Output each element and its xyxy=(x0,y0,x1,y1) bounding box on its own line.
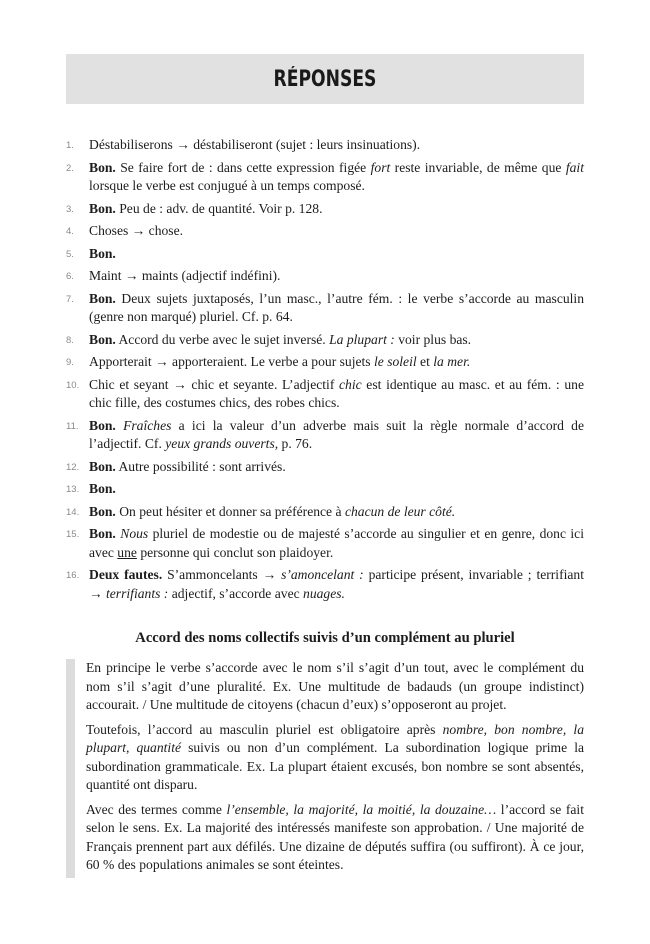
italic-text: Nous xyxy=(120,526,149,541)
answer-number: 13. xyxy=(66,484,80,495)
italic-text: la mer. xyxy=(433,354,471,369)
text-run: Choses → chose. xyxy=(89,223,184,238)
bold-text: Bon. xyxy=(89,458,116,474)
text-run: Peu de : adv. de quantité. Voir p. 128. xyxy=(115,200,323,216)
italic-text: chic xyxy=(339,376,362,392)
text-run: participe présent, invariable ; terrifiant → xyxy=(89,567,584,601)
answer-number: 10. xyxy=(66,379,80,391)
answer-item xyxy=(66,159,584,196)
text-run: Accord du verbe avec le sujet inversé. xyxy=(115,331,330,347)
answer-number: 5. xyxy=(66,248,74,260)
answer-number: 15. xyxy=(66,529,80,540)
answer-number: 16. xyxy=(66,570,80,581)
answer-number: 9. xyxy=(66,357,74,368)
answer-item xyxy=(66,566,584,603)
text-run: En principe le verbe s’accorde avec le nom s’il s’agit d’un tout, avec le complément du nom s’il s’agit d’une pluralité. Ex. Une multitude de badauds (un groupe indistinct) accourait. / Une multitude de citoyens (chacun d’eux) s’opposeront au projet. xyxy=(86,660,584,712)
italic-text: nombre, bon nombre, la plupart, quantité xyxy=(86,721,584,755)
bold-text: Bon. xyxy=(89,245,116,261)
italic-text: chacun de leur côté. xyxy=(344,503,456,519)
rule-paragraph xyxy=(86,659,584,715)
answer-number: 12. xyxy=(66,461,80,473)
italic-text: le soleil xyxy=(373,354,417,369)
italic-text: s’amoncelant : xyxy=(281,567,364,582)
answer-item xyxy=(66,376,584,413)
text-run: reste invariable, de même que xyxy=(390,159,566,175)
title-banner xyxy=(66,54,584,104)
rule-paragraph xyxy=(86,801,584,875)
italic-text: La plupart : xyxy=(329,331,395,347)
text-run: et xyxy=(416,354,434,369)
text-run: Toutefois, l’accord au masculin pluriel est obligatoire après xyxy=(86,721,443,737)
bold-text: Bon. xyxy=(89,503,116,519)
text-run: suivis ou non d’un complément. La subordination logique prime la subordination grammaticale. Ex. La plupart étaient excusés, bon nombre se sont absentés, quantité ont disparu. xyxy=(86,740,585,792)
rule-content xyxy=(86,659,584,881)
answer-number: 8. xyxy=(66,334,74,346)
answer-number: 14. xyxy=(66,506,80,518)
text-run: Autre possibilité : sont arrivés. xyxy=(115,458,286,474)
text-run: a ici la valeur d’un adverbe mais suit la règle normale d’accord de l’adjectif. Cf. xyxy=(89,417,585,451)
text-run: Deux sujets juxtaposés, l’un masc., l’autre fém. : le verbe s’accorde au masculin (genre non marqué) pluriel. Cf. p. 64. xyxy=(89,290,584,324)
answer-number: 7. xyxy=(66,293,74,305)
answer-number: 1. xyxy=(66,140,74,151)
answer-item xyxy=(66,245,584,264)
text-run: personne qui conclut son plaidoyer. xyxy=(136,544,334,560)
italic-text: nuages. xyxy=(303,585,345,601)
answer-item xyxy=(66,525,584,562)
answer-number: 2. xyxy=(66,162,74,174)
text-run: voir plus bas. xyxy=(394,331,472,347)
answer-item xyxy=(66,136,584,155)
text-run: l’accord se fait selon le sens. Ex. La majorité des intéressés manifeste son approbation. / Une majorité de Français prennent part aux défilés. Une dizaine de députés suffira (ou suffiront). À ce jour, 60 % des populations animales se sont éteintes. xyxy=(86,801,584,872)
italic-text: terrifiants : xyxy=(106,585,169,601)
answer-number: 4. xyxy=(66,226,74,237)
answer-item xyxy=(66,267,584,286)
bold-text: Deux fautes. xyxy=(89,567,163,582)
bold-text: Bon. xyxy=(89,290,116,306)
answer-item xyxy=(66,480,584,499)
answer-number: 11. xyxy=(66,420,79,432)
answer-number: 6. xyxy=(66,271,74,282)
answer-item xyxy=(66,290,584,327)
text-run: Maint → maints (adjectif indéfini). xyxy=(89,268,281,283)
side-bar xyxy=(66,659,75,878)
answer-item xyxy=(66,331,584,350)
bold-text: Bon. xyxy=(89,526,116,541)
italic-text: fort xyxy=(370,159,391,175)
text-run: lorsque le verbe est conjugué à un temps composé. xyxy=(89,178,365,193)
text-run: On peut hésiter et donner sa préférence à xyxy=(115,503,345,519)
answer-item xyxy=(66,200,584,219)
text-run: Avec des termes comme xyxy=(86,801,227,817)
bold-text: Bon. xyxy=(89,481,116,496)
italic-text: Fraîches xyxy=(123,417,172,433)
answer-number: 3. xyxy=(66,203,74,215)
answers-list xyxy=(66,136,584,607)
text-run: S’ammoncelants → xyxy=(162,567,282,582)
text-run: p. 76. xyxy=(278,436,313,451)
bold-text: Bon. xyxy=(89,159,116,175)
text-run: Se faire fort de : dans cette expression figée xyxy=(115,159,371,175)
answer-item xyxy=(66,417,584,454)
text-run: adjectif, s’accorde avec xyxy=(168,585,304,601)
text-run: est identique au masc. et au fém. : une chic fille, des costumes chics, des robes chics. xyxy=(89,376,584,410)
underlined-text: une xyxy=(117,544,137,560)
page-title: RÉPONSES xyxy=(273,66,377,92)
italic-text: fait xyxy=(565,159,584,175)
text-run: pluriel de modestie ou de majesté s’accorde au singulier et en genre, donc ici avec xyxy=(89,526,584,560)
answer-item xyxy=(66,222,584,241)
answer-item xyxy=(66,503,584,522)
bold-text: Bon. xyxy=(89,200,116,216)
italic-text: yeux grands ouverts, xyxy=(165,436,279,451)
italic-text: l’ensemble, la majorité, la moitié, la douzaine… xyxy=(226,801,497,817)
answer-item xyxy=(66,458,584,477)
text-run xyxy=(116,418,123,433)
rule-paragraph xyxy=(86,721,584,795)
text-run: Déstabiliserons → déstabiliseront (sujet : leurs insinuations). xyxy=(89,137,421,152)
answer-item xyxy=(66,353,584,372)
bold-text: Bon. xyxy=(89,417,116,433)
section-title: Accord des noms collectifs suivis d’un complément au pluriel xyxy=(135,630,515,646)
bold-text: Bon. xyxy=(89,331,116,347)
text-run: Chic et seyant → chic et seyante. L’adjectif xyxy=(89,376,339,392)
rule-box xyxy=(66,659,584,878)
text-run: Apporterait → apporteraient. Le verbe a pour sujets xyxy=(89,354,374,369)
